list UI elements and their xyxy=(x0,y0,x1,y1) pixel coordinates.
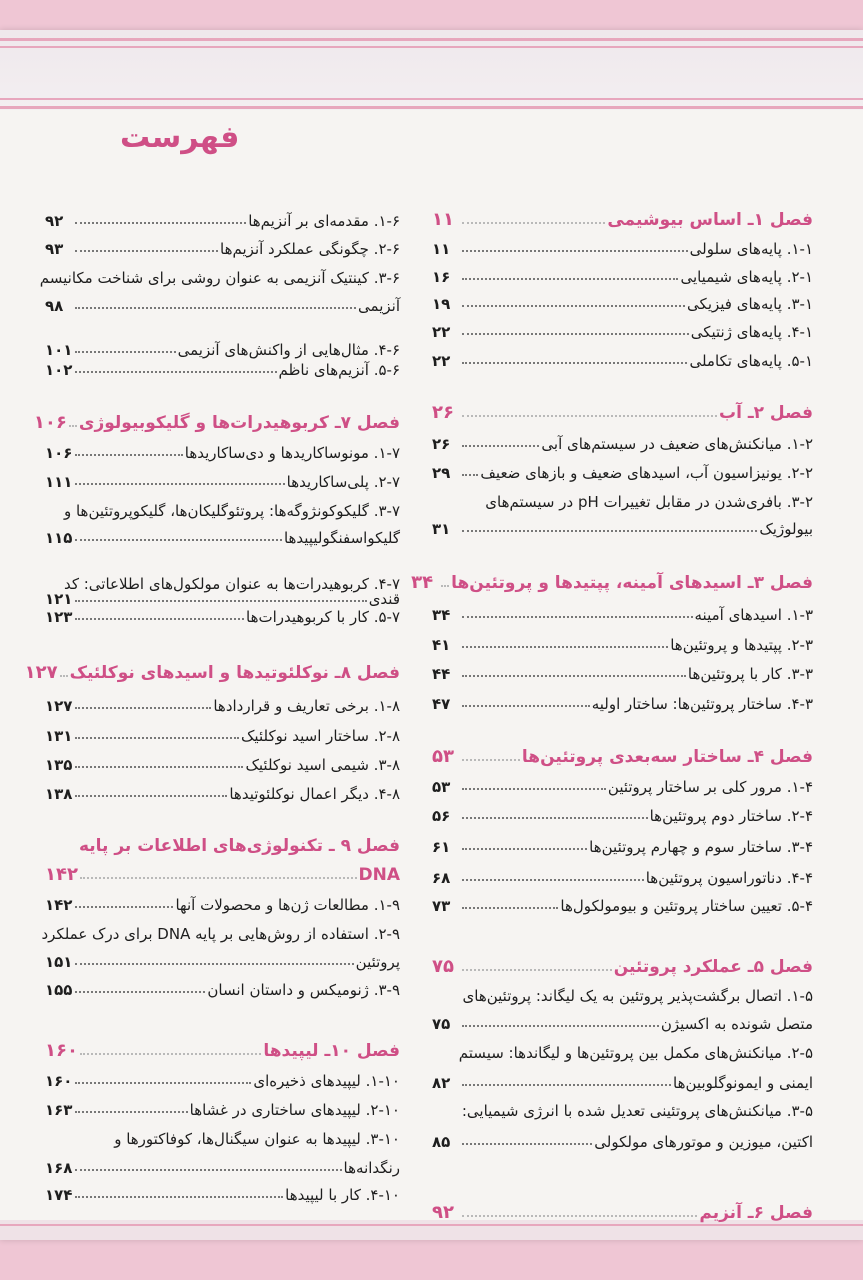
dot-leader xyxy=(60,675,68,677)
toc-entry[interactable] xyxy=(45,1174,400,1204)
chapter-heading: فصل ۱۰ـ لیپیدها xyxy=(263,1041,400,1061)
toc-entry-text: ۲-۵. میانکنش‌های مکمل بین پروتئین‌ها و لیگاندها: سیستم xyxy=(458,1044,813,1062)
page-number: ۳۱ xyxy=(432,520,451,538)
page-number: ۲۲ xyxy=(432,323,451,341)
dot-leader xyxy=(462,530,757,532)
toc-entry[interactable] xyxy=(432,624,813,654)
page-number: ۴۴ xyxy=(432,665,451,683)
dot-leader xyxy=(75,1111,188,1113)
page-number: ۹۲ xyxy=(45,212,64,230)
toc-entry-text: ۳-۶. کینتیک آنزیمی به عنوان روشی برای شناخت مکانیسم xyxy=(39,269,400,287)
toc-entry-text: ۵-۷. کار با کربوهیدرات‌ها xyxy=(246,608,400,626)
page-number: ۱۱ xyxy=(432,240,451,258)
dot-leader xyxy=(75,707,211,709)
dot-leader xyxy=(462,759,520,761)
toc-entry-continuation: آنزیمی xyxy=(358,297,400,315)
dot-leader xyxy=(69,425,77,427)
toc-entry[interactable] xyxy=(45,1147,400,1177)
chapter-heading: فصل ۸ـ نوکلئوتیدها و اسیدهای نوکلئیک xyxy=(69,663,400,683)
toc-entry-text: ۲-۴. ساختار دوم پروتئین‌ها xyxy=(649,807,813,825)
toc-entry[interactable] xyxy=(432,228,813,258)
dot-leader xyxy=(462,1143,592,1145)
chapter-row[interactable] xyxy=(45,1031,400,1061)
toc-entry[interactable] xyxy=(45,1089,400,1119)
page-number: ۲۶ xyxy=(432,435,451,453)
toc-entry-continuation: DNA xyxy=(358,865,400,885)
toc-entry[interactable] xyxy=(432,1121,813,1151)
chapter-row[interactable] xyxy=(45,855,400,885)
page-number: ۱۶۳ xyxy=(45,1101,73,1119)
toc-entry[interactable] xyxy=(45,969,400,999)
toc-entry-continuation: متصل شونده به اکسیژن xyxy=(660,1015,813,1033)
page-number: ۷۵ xyxy=(432,1015,451,1033)
chapter-heading: فصل ۵ـ عملکرد پروتئین xyxy=(613,957,813,977)
toc-entry[interactable] xyxy=(45,884,400,914)
dot-leader xyxy=(75,618,244,620)
dot-leader xyxy=(462,879,644,881)
chapter-heading: فصل ۱ـ اساس بیوشیمی xyxy=(607,210,813,230)
toc-entry-text: ۵-۴. تعیین ساختار پروتئین و بیومولکول‌ها xyxy=(560,897,813,915)
page-number: ۱۶۰ xyxy=(45,1040,78,1061)
page-number: ۲۹ xyxy=(432,464,451,482)
toc-entry[interactable] xyxy=(45,773,400,803)
dot-leader xyxy=(462,907,558,909)
toc-entry-text: ۱-۱۰. لیپیدهای ذخیره‌ای xyxy=(253,1072,400,1090)
dot-leader xyxy=(75,371,277,373)
page-number: ۵۳ xyxy=(432,778,451,796)
toc-entry[interactable] xyxy=(432,452,813,482)
toc-entry-text: ۲-۱۰. لیپیدهای ساختاری در غشاها xyxy=(189,1101,400,1119)
toc-entry[interactable] xyxy=(432,1062,813,1092)
chapter-row[interactable] xyxy=(432,947,813,977)
toc-entry-text: ۱-۳. اسیدهای آمینه xyxy=(694,606,813,624)
page-number: ۱۳۵ xyxy=(45,756,73,774)
toc-entry-continuation: بیولوژیک xyxy=(759,520,813,538)
toc-entry-text: ۵-۱. پایه‌های تکاملی xyxy=(689,352,813,370)
chapter-row[interactable] xyxy=(432,393,813,423)
dot-leader xyxy=(462,788,606,790)
dot-leader xyxy=(462,278,678,280)
header-stripe xyxy=(0,98,863,100)
toc-entry[interactable] xyxy=(432,857,813,887)
page-number: ۲۶ xyxy=(432,402,454,423)
toc-entry-text: ۱-۹. مطالعات ژن‌ها و محصولات آنها xyxy=(175,896,400,914)
page-number: ۱۰۲ xyxy=(45,361,73,379)
toc-entry-continuation: ایمنی و ایمونوگلوبین‌ها xyxy=(673,1074,813,1092)
toc-entry[interactable] xyxy=(432,885,813,915)
toc-entry[interactable] xyxy=(45,285,400,315)
toc-entry-text: ۴-۳. ساختار پروتئین‌ها: ساختار اولیه xyxy=(591,695,813,713)
page-number: ۱۴۲ xyxy=(45,896,73,914)
toc-entry[interactable] xyxy=(45,744,400,774)
page-number: ۱۰۱ xyxy=(45,341,73,359)
dot-leader xyxy=(75,991,205,993)
dot-leader xyxy=(75,766,243,768)
page-number: ۶۱ xyxy=(432,838,451,856)
dot-leader xyxy=(462,616,693,618)
header-stripe xyxy=(0,46,863,48)
toc-entry-text: ۲-۱. پایه‌های شیمیایی xyxy=(680,268,813,286)
toc-entry[interactable] xyxy=(432,795,813,825)
header-stripe xyxy=(0,106,863,109)
dot-leader xyxy=(462,646,668,648)
page-number: ۱۱۵ xyxy=(45,529,73,547)
dot-leader xyxy=(75,454,183,456)
page-number: ۸۵ xyxy=(432,1133,451,1151)
dot-leader xyxy=(75,222,246,224)
page-number: ۸۲ xyxy=(432,1074,451,1092)
toc-entry[interactable] xyxy=(432,283,813,313)
header-stripe xyxy=(0,38,863,41)
toc-entry-text: ۲-۹. استفاده از روش‌هایی بر پایه DNA برای درک عملکرد xyxy=(41,925,400,943)
toc-entry-text: ۳-۳. کار با پروتئین‌ها xyxy=(687,665,813,683)
toc-entry-text: ۱-۷. مونوساکاریدها و دی‌ساکاریدها xyxy=(184,444,400,462)
page-number: ۱۲۱ xyxy=(45,590,73,608)
toc-entry-text: ۴-۱. پایه‌های ژنتیکی xyxy=(690,323,813,341)
toc-entry-text: ۴-۷. کربوهیدرات‌ها به عنوان مولکول‌های اطلاعاتی: کد xyxy=(63,575,400,593)
dot-leader xyxy=(80,877,357,879)
dot-leader xyxy=(462,1215,697,1217)
page-number: ۵۳ xyxy=(432,746,454,767)
page-number: ۱۲۷ xyxy=(24,662,58,683)
page-number: ۹۲ xyxy=(432,1202,454,1223)
toc-entry-text: ۲-۳. پپتیدها و پروتئین‌ها xyxy=(670,636,813,654)
dot-leader xyxy=(75,483,285,485)
toc-entry-text: ۳-۱. پایه‌های فیزیکی xyxy=(687,295,813,313)
page-number: ۱۹ xyxy=(432,295,451,313)
dot-leader xyxy=(462,705,590,707)
toc-entry-continuation: پروتئین xyxy=(355,953,400,971)
chapter-heading: فصل ۶ـ آنزیم xyxy=(699,1203,813,1223)
page-number: ۱۶۸ xyxy=(45,1159,73,1177)
dot-leader xyxy=(462,1025,659,1027)
chapter-row[interactable] xyxy=(432,200,813,230)
toc-entry[interactable] xyxy=(432,683,813,713)
page-title: فهرست xyxy=(120,120,240,155)
dot-leader xyxy=(462,675,686,677)
dot-leader xyxy=(75,737,239,739)
dot-leader xyxy=(462,445,539,447)
toc-entry-text: ۱-۴. مرور کلی بر ساختار پروتئین xyxy=(607,778,813,796)
page-number: ۱۶ xyxy=(432,268,451,286)
toc-entry-text: ۳-۹. ژنومیکس و داستان انسان xyxy=(207,981,400,999)
dot-leader xyxy=(75,1082,251,1084)
toc-entry-text: ۴-۶. مثال‌هایی از واکنش‌های آنزیمی xyxy=(177,341,400,359)
page-number: ۴۱ xyxy=(432,636,451,654)
toc-entry-text: ۲-۲. یونیزاسیون آب، اسیدهای ضعیف و بازهای ضعیف xyxy=(480,464,813,482)
page-number: ۷۵ xyxy=(432,956,454,977)
dot-leader xyxy=(75,1196,283,1198)
dot-leader xyxy=(75,539,282,541)
toc-entry-text: ۱-۶. مقدمه‌ای بر آنزیم‌ها xyxy=(248,212,400,230)
page-number: ۱۲۳ xyxy=(45,608,73,626)
chapter-heading: فصل ۲ـ آب xyxy=(718,403,813,423)
page-footer-band xyxy=(0,1220,863,1240)
toc-entry[interactable] xyxy=(45,461,400,491)
toc-entry[interactable] xyxy=(45,685,400,715)
toc-entry-text: ۳-۸. شیمی اسید نوکلئیک xyxy=(245,756,400,774)
page-number: ۱۷۴ xyxy=(45,1186,73,1204)
page-number: ۱۳۱ xyxy=(45,727,73,745)
toc-entry-text: ۱-۲. میانکنش‌های ضعیف در سیستم‌های آبی xyxy=(541,435,813,453)
chapter-row[interactable] xyxy=(33,403,400,433)
page-number: ۱۱ xyxy=(432,209,454,230)
toc-entry-text: ۳-۴. ساختار سوم و چهارم پروتئین‌ها xyxy=(589,838,813,856)
toc-entry-text: ۳-۲. بافری‌شدن در مقابل تغییرات pH در سیستم‌های xyxy=(485,493,813,511)
toc-entry-text: ۱-۱. پایه‌های سلولی xyxy=(689,240,813,258)
toc-entry[interactable] xyxy=(432,653,813,683)
toc-entry-text: ۲-۸. ساختار اسید نوکلئیک xyxy=(241,727,400,745)
toc-entry-text: ۴-۴. دناتوراسیون پروتئین‌ها xyxy=(645,869,813,887)
chapter-heading: فصل ۴ـ ساختار سه‌بعدی پروتئین‌ها xyxy=(521,747,813,767)
toc-entry-continuation: قندی xyxy=(368,590,400,608)
page-number: ۹۸ xyxy=(45,297,64,315)
chapter-heading: فصل ۷ـ کربوهیدرات‌ها و گلیکوبیولوژی xyxy=(78,413,400,433)
toc-entry-text: ۲-۶. چگونگی عملکرد آنزیم‌ها xyxy=(220,240,400,258)
toc-entry-continuation: اکتین، میوزین و موتورهای مولکولی xyxy=(594,1133,813,1151)
toc-entry[interactable] xyxy=(45,596,400,626)
dot-leader xyxy=(462,474,478,476)
page-number: ۳۴ xyxy=(411,572,434,593)
toc-entry[interactable] xyxy=(45,432,400,462)
dot-leader xyxy=(75,307,356,309)
page-number: ۶۸ xyxy=(432,869,451,887)
toc-entry[interactable] xyxy=(432,1003,813,1033)
page-number: ۴۷ xyxy=(432,695,451,713)
dot-leader xyxy=(462,848,587,850)
dot-leader xyxy=(75,963,354,965)
dot-leader xyxy=(441,585,449,587)
toc-entry[interactable] xyxy=(432,826,813,856)
toc-entry[interactable] xyxy=(45,941,400,971)
toc-entry-text: ۱-۸. برخی تعاریف و قراردادها xyxy=(213,697,400,715)
chapter-row[interactable] xyxy=(411,563,813,593)
page-number: ۱۴۲ xyxy=(45,864,78,885)
dot-leader xyxy=(462,305,685,307)
page-number: ۵۶ xyxy=(432,807,451,825)
page-number: ۱۵۱ xyxy=(45,953,73,971)
page-number: ۷۳ xyxy=(432,897,451,915)
toc-entry-text: ۵-۶. آنزیم‌های ناظم xyxy=(278,361,400,379)
toc-entry[interactable] xyxy=(432,766,813,796)
page-number: ۳۴ xyxy=(432,606,451,624)
toc-entry[interactable] xyxy=(45,200,400,230)
page-number: ۱۱۱ xyxy=(45,473,73,491)
toc-entry[interactable] xyxy=(45,715,400,745)
dot-leader xyxy=(80,1053,261,1055)
dot-leader xyxy=(75,906,173,908)
page-number: ۱۶۰ xyxy=(45,1072,73,1090)
chapter-row[interactable] xyxy=(432,737,813,767)
dot-leader xyxy=(462,1084,671,1086)
chapter-heading: فصل ۹ ـ تکنولوژی‌های اطلاعات بر پایه xyxy=(78,836,400,856)
dot-leader xyxy=(462,362,687,364)
toc-entry[interactable] xyxy=(432,256,813,286)
toc-entry[interactable] xyxy=(45,1060,400,1090)
page-number: ۱۲۷ xyxy=(45,697,73,715)
toc-entry-text: ۴-۱۰. کار با لیپیدها xyxy=(285,1186,400,1204)
dot-leader xyxy=(462,817,648,819)
page-number: ۱۰۶ xyxy=(33,412,67,433)
dot-leader xyxy=(75,1169,342,1171)
dot-leader xyxy=(462,222,605,224)
dot-leader xyxy=(462,415,717,417)
toc-entry-continuation: گلیکواسفنگولیپیدها xyxy=(283,529,400,547)
chapter-heading: فصل ۳ـ اسیدهای آمینه، پپتیدها و پروتئین‌ها xyxy=(451,573,813,593)
toc-entry-text: ۱-۵. اتصال برگشت‌پذیر پروتئین به یک لیگاند: پروتئین‌های xyxy=(462,987,813,1005)
chapter-row[interactable] xyxy=(24,653,400,683)
toc-entry-continuation: رنگدانه‌ها xyxy=(343,1159,400,1177)
page-number: ۱۰۶ xyxy=(45,444,73,462)
toc-entry[interactable] xyxy=(432,423,813,453)
toc-entry[interactable] xyxy=(432,508,813,538)
toc-entry-text: ۴-۸. دیگر اعمال نوکلئوتیدها xyxy=(229,785,400,803)
toc-entry[interactable] xyxy=(45,349,400,379)
dot-leader xyxy=(462,969,612,971)
toc-entry-text: ۳-۱۰. لیپیدها به عنوان سیگنال‌ها، کوفاکتورها و xyxy=(114,1130,400,1148)
toc-entry-text: ۳-۷. گلیکوکونژوگه‌ها: پروتئوگلیکان‌ها، گلیکوپروتئین‌ها و xyxy=(63,502,400,520)
page-number: ۹۳ xyxy=(45,240,64,258)
toc-entry[interactable] xyxy=(432,594,813,624)
toc-entry[interactable] xyxy=(45,228,400,258)
chapter-row[interactable] xyxy=(432,1193,813,1223)
dot-leader xyxy=(462,250,688,252)
page-number: ۲۲ xyxy=(432,352,451,370)
toc-entry-text: ۳-۵. میانکنش‌های پروتئینی تعدیل شده با انرژی شیمیایی: xyxy=(461,1102,813,1120)
page-number: ۱۳۸ xyxy=(45,785,73,803)
dot-leader xyxy=(75,795,227,797)
dot-leader xyxy=(462,333,689,335)
page-number: ۱۵۵ xyxy=(45,981,73,999)
dot-leader xyxy=(75,250,218,252)
footer-stripe xyxy=(0,1224,863,1226)
toc-entry[interactable] xyxy=(432,340,813,370)
toc-entry[interactable] xyxy=(45,517,400,547)
toc-entry-text: ۲-۷. پلی‌ساکاریدها xyxy=(286,473,400,491)
toc-entry[interactable] xyxy=(432,311,813,341)
